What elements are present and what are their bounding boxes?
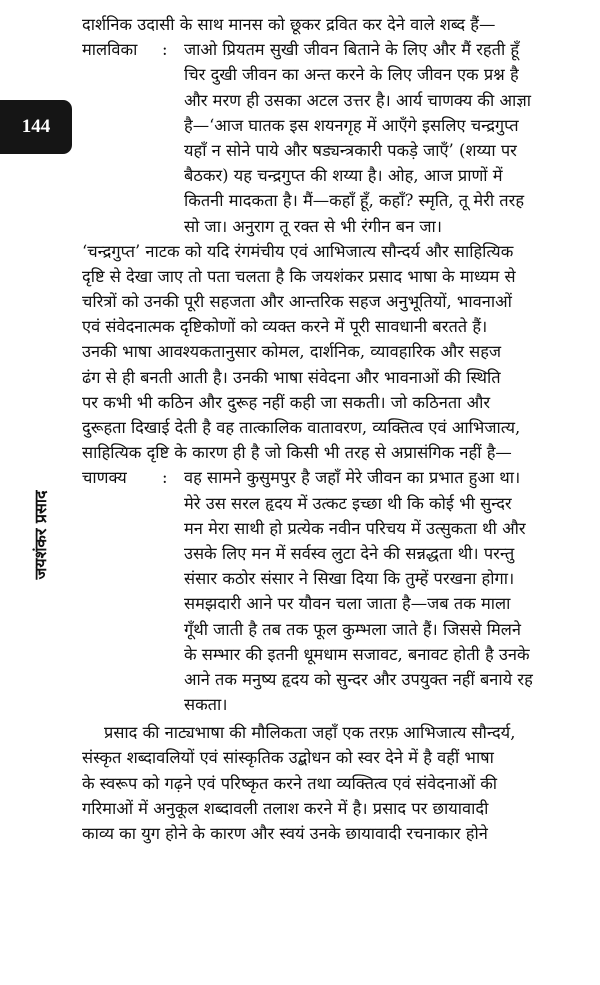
dialogue-text [184,37,587,239]
paragraph-line: संस्कृत शब्दावलियों एवं सांस्कृतिक उद्बोधन को स्वर देने में है वहीं भाषा [82,748,494,768]
paragraph-line: उनकी भाषा आवश्यकतानुसार कोमल, दार्शनिक, व्यावहारिक और सहज [82,342,502,362]
page-body [82,12,587,846]
dialogue-line: बैठकर) यह चन्द्रगुप्त की शय्या है। ओह, आज प्राणों में [184,166,503,186]
paragraph-line: दुरूहता दिखाई देती है वह तात्कालिक वातावरण, व्यक्तित्व एवं आभिजात्य, [82,418,521,437]
dialogue-line: सो जा। अनुराग तू रक्त से भी रंगीन बन जा। [184,216,443,236]
dialogue-line: जाओ प्रियतम सुखी जीवन बिताने के लिए और मैं रहती हूँ [184,40,520,60]
dialogue-line: वह सामने कुसुमपुर है जहाँ मेरे जीवन का प्रभात हुआ था। [184,468,521,488]
paragraph-line: साहित्यिक दृष्टि के कारण ही है जो किसी भी तरह से अप्रासंगिक नहीं है— [82,443,512,463]
dialogue-line: है—‘आज घातक इस शयनगृह में आएँगे इसलिए चन्द्रगुप्त [184,115,519,135]
dialogue-line: उसके लिए मन में सर्वस्व लुटा देने की सन्नद्धता थी। परन्तु [184,543,515,563]
paragraph-line: एवं संवेदनात्मक दृष्टिकोणों को व्यक्त करने में पूरी सावधानी बरतते हैं। [82,317,488,337]
intro-line: दार्शनिक उदासी के साथ मानस को छूकर द्रवित कर देने वाले शब्द हैं— [82,15,496,34]
speaker-name: मालविका [82,40,138,60]
dialogue-line: के सम्भार की इतनी धूमधाम सजावट, बनावट होती है उनके [184,644,530,664]
dialogue-line: गूँथी जाती है तब तक फूल कुम्भला जाते हैं। जिससे मिलने [184,619,522,639]
dialogue-line: यहाँ न सोने पाये और षड्यन्त्रकारी पकड़े जाएँ’ (शय्या पर [184,140,517,160]
dialogue-line: और मरण ही उसका अटल उत्तर है। आर्य चाणक्य की आज्ञा [184,90,531,110]
paragraph-1 [82,239,587,466]
dialogue-line: मेरे उस सरल हृदय में उत्कट इच्छा थी कि कोई भी सुन्दर [184,493,512,513]
paragraph-line: के स्वरूप को गढ़ने एवं परिष्कृत करने तथा व्यक्तित्व एवं संवेदनाओं की [82,773,498,793]
dialogue-text [184,465,587,717]
dialogue-line: समझदारी आने पर यौवन चला जाता है—जब तक माला [184,594,511,614]
dialogue-line: आने तक मनुष्य हृदय को सुन्दर और उपयुक्त नहीं बनाये रह [184,669,533,689]
dialogue-line: चिर दुखी जीवन का अन्त करने के लिए जीवन एक प्रश्न है [184,65,519,85]
speaker-colon: : [162,40,168,60]
paragraph-line: ‘चन्द्रगुप्त’ नाटक को यदि रंगमंचीय एवं आभिजात्य सौन्दर्य और साहित्यिक [82,241,514,261]
dialogue-chanakya [82,465,587,717]
paragraph-2 [82,720,587,846]
paragraph-line: पर कभी भी कठिन और दुरूह नहीं कही जा सकती। जो कठिनता और [82,392,491,412]
speaker-colon: : [162,468,168,488]
paragraph-line: काव्य का युग होने के कारण और स्वयं उनके छायावादी रचनाकार होने [82,824,488,843]
paragraph-line: गरिमाओं में अनुकूल शब्दावली तलाश करने में है। प्रसाद पर छायावादी [82,798,489,818]
running-head: जयशंकर प्रसाद [31,490,50,580]
dialogue-line: सकता। [184,695,228,715]
dialogue-line: कितनी मादकता है। मैं—कहाँ हूँ, कहाँ? स्मृति, तू मेरी तरह [184,191,525,211]
page-number-tab [0,100,72,154]
paragraph-line: ढंग से ही बनती आती है। उनकी भाषा संवेदना और भावनाओं की स्थिति [82,367,501,387]
dialogue-line: संसार कठोर संसार ने सिखा दिया कि तुम्हें परखना होगा। [184,569,515,589]
dialogue-line: मन मेरा साथी हो प्रत्येक नवीन परिचय में उत्सुकता थी और [184,518,526,538]
paragraph-line: दृष्टि से देखा जाए तो पता चलता है कि जयशंकर प्रसाद भाषा के माध्यम से [82,266,516,286]
page-number: 144 [21,116,51,137]
paragraph-line: प्रसाद की नाट्यभाषा की मौलिकता जहाँ एक तरफ़ आभिजात्य सौन्दर्य, [104,723,516,743]
dialogue-malvika [82,37,587,239]
speaker-name: चाणक्य [82,468,127,488]
paragraph-line: चरित्रों को उनकी पूरी सहजता और आन्तरिक सहज अनुभूतियों, भावनाओं [82,292,512,312]
